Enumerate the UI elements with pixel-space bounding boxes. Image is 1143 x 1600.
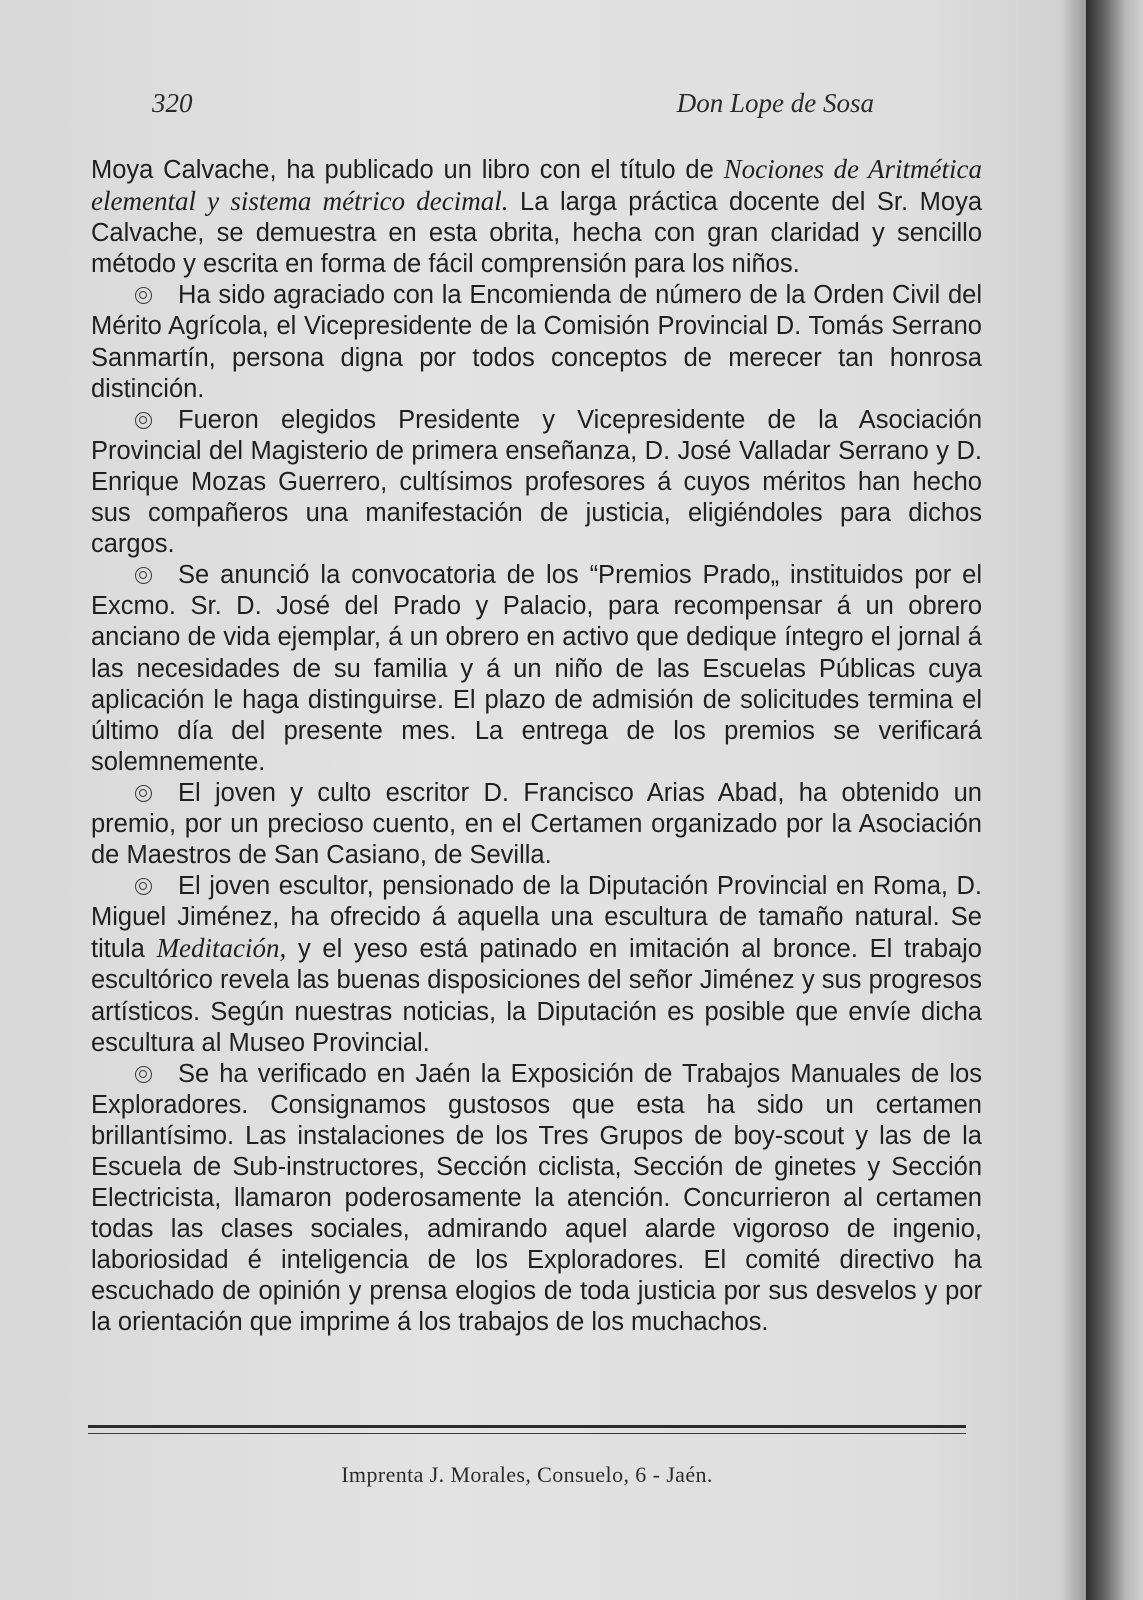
- ornament-icon: [135, 878, 152, 895]
- news-item-premios-prado: [91, 560, 982, 778]
- ornament-icon: [135, 287, 152, 304]
- ornament-icon: [135, 1066, 152, 1083]
- paragraph-text: El joven y culto escritor D. Francisco Arias Abad, ha obtenido un premio, por un precioso cuento, en el Certamen organizado por la Asociación de Maestros de San Casiano, de Sevilla.: [91, 778, 982, 870]
- sculpture-title-italic: Meditación,: [156, 933, 287, 964]
- article-body: [91, 154, 982, 1339]
- ornament-icon: [135, 567, 152, 584]
- running-title: Don Lope de Sosa: [676, 88, 874, 118]
- paragraph-text: Fueron elegidos Presidente y Vicepresidente de la Asociación Provincial del Magisterio de primera enseñanza, D. José Valladar Serrano y D. Enrique Mozas Guerrero, cultísimos profesores á cuyos méritos han hecho sus compañeros una manifestación de justicia, eligiéndoles para dichos cargos.: [91, 405, 982, 559]
- gutter-shadow: [1060, 0, 1086, 1600]
- footer-rule-thin: [88, 1433, 966, 1434]
- paragraph-text: El joven escultor, pensionado de la Diputación Provincial en Roma, D. Miguel Jiménez, ha ofrecido á aquella una escultura de tamaño natural. Se titula: [91, 872, 982, 964]
- paragraph-text: La larga práctica docente del Sr. Moya Calvache, se demuestra en esta obrita, hecha con gran claridad y sencillo método y escrita en forma de fácil comprensión para los niños.: [91, 188, 982, 279]
- ornament-icon: [135, 412, 152, 429]
- news-item-encomienda: [91, 280, 982, 404]
- book-title-italic: Nociones de Aritmética elemental y sistema métrico decimal.: [91, 154, 982, 217]
- printer-imprint: Imprenta J. Morales, Consuelo, 6 - Jaén.: [341, 1462, 713, 1487]
- page-header: [152, 88, 874, 128]
- paragraph-text: y el yeso está patinado en imitación al bronce. El trabajo escultórico revela las buenas disposiciones del señor Jiménez y sus progresos artísticos. Según nuestras noticias, la Diputación es posible que envíe dicha escultura al Museo Provincial.: [91, 935, 982, 1057]
- paragraph-text: Ha sido agraciado con la Encomienda de número de la Orden Civil del Mérito Agrícola, el Vicepresidente de la Comisión Provincial D. Tomás Serrano Sanmartín, persona digna por todos conceptos de merecer tan honrosa distinción.: [91, 281, 982, 403]
- news-item-escultor: [91, 871, 982, 1059]
- news-item-arias-abad: [91, 778, 982, 871]
- footer-rule: [88, 1425, 966, 1428]
- paragraph-moya-calvache: [91, 154, 982, 280]
- news-item-asociacion: [91, 405, 982, 560]
- page-number: 320: [152, 88, 193, 118]
- paragraph-text: Moya Calvache, ha publicado un libro con el título de: [91, 156, 724, 184]
- book-spine: [1086, 0, 1143, 1600]
- paragraph-text: Se anunció la convocatoria de los “Premios Prado„ instituidos por el Excmo. Sr. D. José del Prado y Palacio, para recompensar á un obrero anciano de vida ejemplar, á un obrero en activo que dedique íntegro el jornal á las necesidades de su familia y á un niño de las Escuelas Públicas cuya aplicación le haga distinguirse. El plazo de admisión de solicitudes termina el último día del presente mes. La entrega de los premios se verificará solemnemente.: [91, 561, 982, 776]
- paragraph-text: Se ha verificado en Jaén la Exposición de Trabajos Manuales de los Exploradores. Consignamos gustosos que esta ha sido un certamen brillantísimo. Las instalaciones de los Tres Grupos de boy-scout y las de la Escuela de Sub-instructores, Sección ciclista, Sección de ginetes y Sección Electricista, llamaron poderosamente la atención. Concurrieron al certamen todas las clases sociales, admirando aquel alarde vigoroso de ingenio, laboriosidad é inteligencia de los Exploradores. El comité directivo ha escuchado de opinión y prensa elogios de toda justicia por sus desvelos y por la orientación que imprime á los trabajos de los muchachos.: [91, 1059, 982, 1337]
- news-item-exploradores: [91, 1059, 982, 1339]
- ornament-icon: [135, 785, 152, 802]
